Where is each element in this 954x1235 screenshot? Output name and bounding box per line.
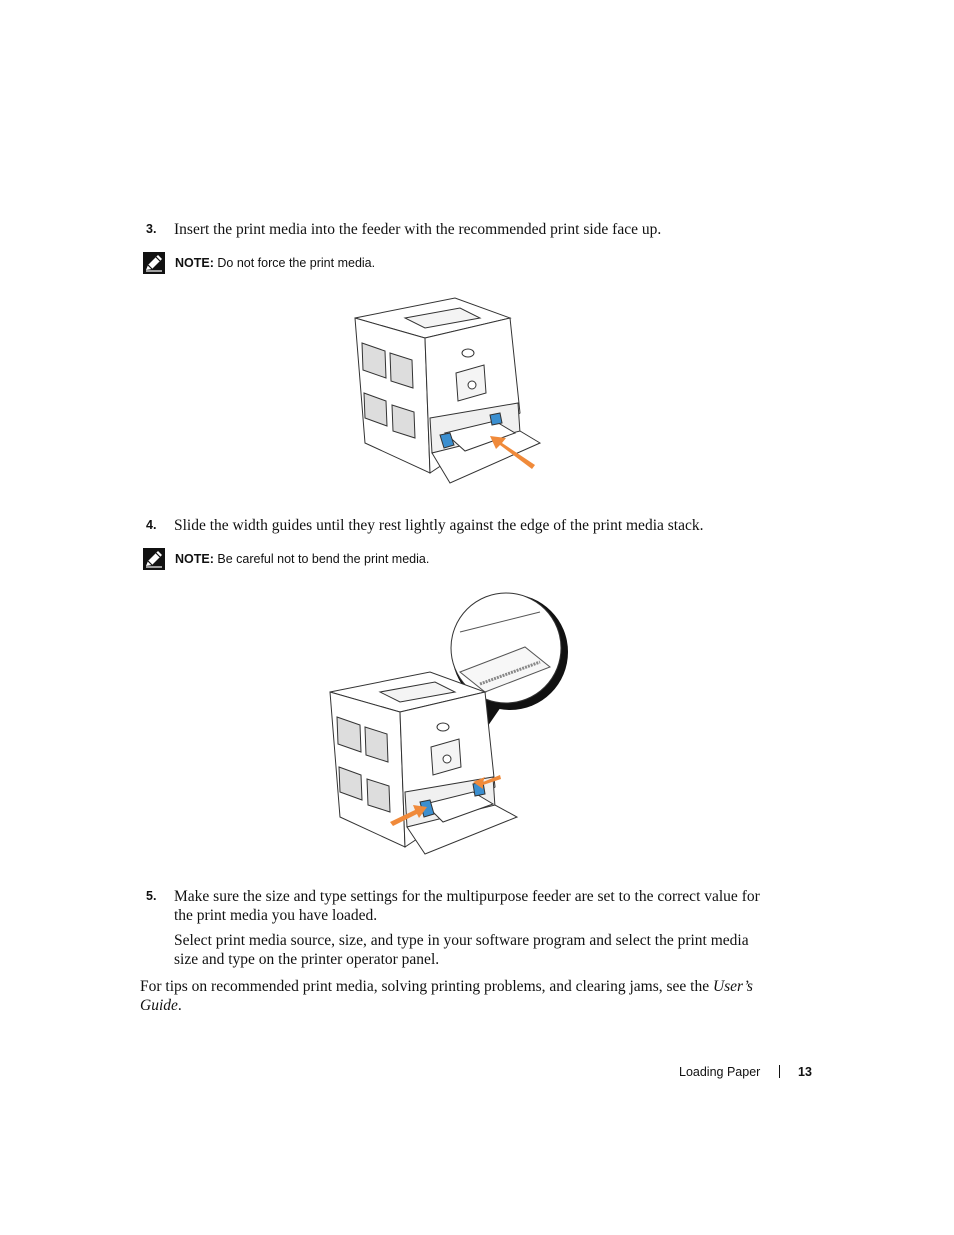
step-number: 5. (146, 889, 157, 903)
closing-text: For tips on recommended print media, solving printing problems, and clearing jams, see the (140, 978, 713, 995)
closing-period: . (177, 997, 182, 1014)
note-text: Do not force the print media. (217, 256, 376, 270)
page-number: 13 (798, 1065, 812, 1079)
figure-insert-media (350, 293, 545, 488)
step-number: 4. (146, 518, 157, 532)
note-label: NOTE: (175, 552, 214, 566)
footer-section-title: Loading Paper (679, 1065, 761, 1079)
pencil-note-icon (143, 252, 165, 274)
step-number: 3. (146, 222, 157, 236)
step-text: Slide the width guides until they rest lightly against the edge of the print media stack. (174, 517, 704, 534)
pencil-note-icon (143, 548, 165, 570)
note-label: NOTE: (175, 256, 214, 270)
step-text-continued: Select print media source, size, and type in your software program and select the print media size and type on the printer operator panel. (174, 932, 749, 968)
printer-guides-illustration (325, 592, 575, 860)
step-5 (146, 887, 766, 975)
step-text: Insert the print media into the feeder with the recommended print side face up. (174, 221, 662, 238)
closing-paragraph (140, 977, 760, 1015)
users-guide-reference: User’s Guide (140, 978, 753, 1014)
step-text: Make sure the size and type settings for the multipurpose feeder are set to the correct value for the print media you have loaded. (174, 888, 760, 924)
printer-illustration (350, 293, 545, 488)
step-4 (146, 516, 766, 541)
note-text: Be careful not to bend the print media. (217, 552, 430, 566)
figure-width-guides (325, 592, 575, 860)
step-3 (146, 220, 766, 245)
footer-divider (779, 1065, 780, 1078)
